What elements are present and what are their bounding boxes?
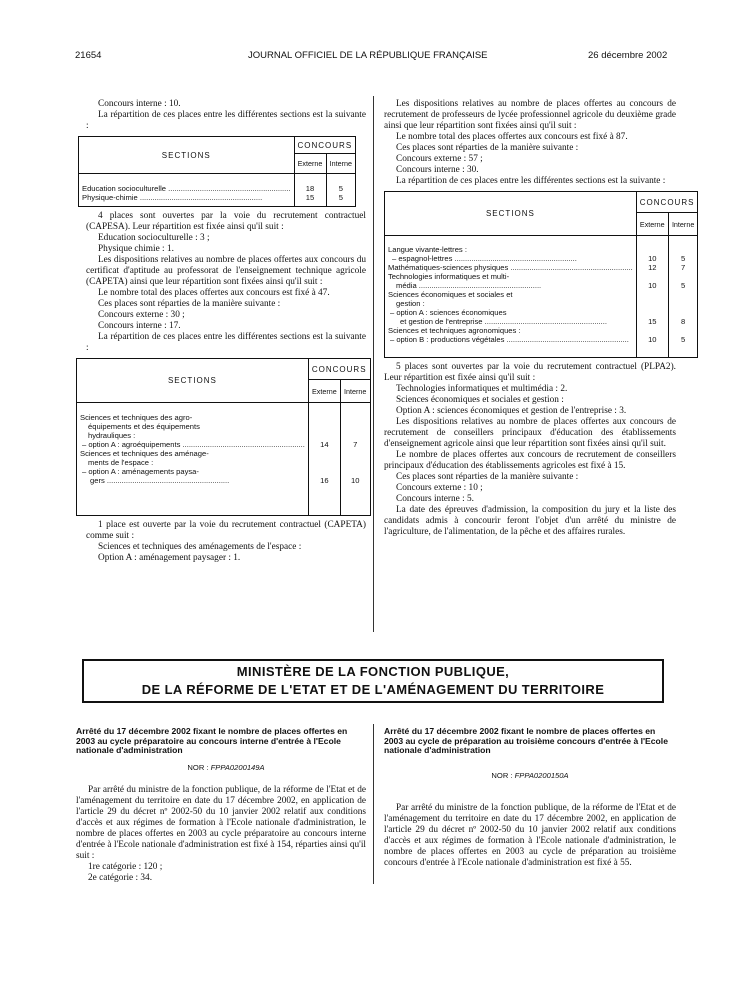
table-header-sections: SECTIONS [79,137,295,174]
table-cell: 5 [681,281,686,290]
header-date: 26 décembre 2002 [588,50,668,61]
paragraph: Sciences et techniques des aménagements de l'espace : [98,542,302,552]
table-row-label: gestion : [396,299,425,308]
table-row-label: gers ..... [80,476,305,485]
table-header-concours: CONCOURS [308,359,370,380]
table-row-label: ments de l'espace : [88,458,154,467]
paragraph: La répartition de ces places entre les différentes sections est la suivante : [86,110,366,131]
arrete-left [76,726,366,884]
paragraph: Education socioculturelle : 3 ; [98,233,210,243]
table-row-label: – option B : productions végétales ..... [388,335,633,344]
paragraph: Par arrêté du ministre de la fonction publique, de la réforme de l'Etat et de l'aménagement du territoire en date du 17 décembre 2002, en application de l'article 29 du décret nº 2002-50 du 10 janvier 2002 relatif aux conditions d'accès et aux régimes de formation à l'Ecole nationale d'administration, le nombre de places offertes en 2003 au cycle préparatoire au concours interne d'entrée à l'Ecole nationale d'administration est fixé à 154, réparties ainsi qu'il suit : [76,784,366,861]
paragraph: Concours externe : 10 ; [396,483,483,493]
paragraph: Ces places sont réparties de la manière suivante : [396,143,579,153]
table-row-label: Langue vivante-lettres : [388,245,467,254]
sections-table-3 [384,191,698,358]
paragraph: Par arrêté du ministre de la fonction publique, de la réforme de l'Etat et de l'aménagement du territoire en date du 17 décembre 2002, en application de l'article 29 du décret nº 2002-50 du 10 janvier 2002 relatif aux conditions d'accès et aux régimes de formation à l'Ecole nationale d'administration, le nombre de places offertes en 2003 au cycle de préparation au troisième concours d'entrée à l'Ecole nationale d'administration est fixé à 55. [384,802,676,868]
paragraph: Ces places sont réparties de la manière suivante : [98,299,281,309]
paragraph: Technologies informatiques et multimédia : 2. [396,384,568,394]
table-cell: 5 [338,193,343,202]
table-header-externe: Externe [308,380,340,403]
paragraph: La répartition de ces places entre les différentes sections est la suivante : [396,176,666,186]
paragraph: Concours externe : 30 ; [98,310,185,320]
sections-table-1 [78,136,356,207]
journal-title: JOURNAL OFFICIEL DE LA RÉPUBLIQUE FRANÇAISE [248,50,488,61]
table-cell: 10 [648,254,657,263]
table-row-label: Sciences et techniques des agro- [80,413,193,422]
table-row-label: Sciences économiques et sociales et [388,290,513,299]
nor-reference [384,770,676,781]
table-header-sections: SECTIONS [385,192,637,236]
arrete-title: Arrêté du 17 décembre 2002 fixant le nombre de places offertes en 2003 au cycle préparatoire au concours interne d'entrée à l'Ecole nationale d'administration [76,726,348,756]
nor-label: NOR : [491,770,513,780]
table-row-label: Physique-chimie ..... [82,193,291,202]
table-cell: 16 [320,476,329,485]
table-row-label: média ..... [388,281,633,290]
paragraph: 2e catégorie : 34. [88,872,153,883]
paragraph: Le nombre total des places offertes aux concours est fixé à 47. [98,288,330,298]
table-cell: 18 [305,184,315,193]
paragraph: Physique chimie : 1. [98,244,174,254]
paragraph: Le nombre total des places offertes aux concours est fixé à 87. [396,132,628,142]
right-column [384,99,695,538]
paragraph: 1re catégorie : 120 ; [88,861,163,872]
table-row-label: – option A : sciences économiques [390,308,507,317]
paragraph: Ces places sont réparties de la manière suivante : [396,472,579,482]
paragraph: Concours interne : 17. [98,321,181,331]
table-cell: 15 [305,193,315,202]
paragraph: Concours interne : 10. [98,99,181,109]
paragraph: Les dispositions relatives au nombre de places offertes aux concours de recrutement de conseillers principaux d'éducation des établissements d'enseignement agricole ainsi que leur répartition sont fixées ainsi qu'il suit. [384,417,676,449]
table-cell: 7 [681,263,686,272]
table-cell: 12 [648,263,657,272]
arrete-right [384,727,676,869]
table-row-label: Sciences et techniques agronomiques : [388,326,521,335]
table-header-externe: Externe [294,154,326,174]
table-row-label: – espagnol-lettres ..... [388,254,633,263]
column-divider [373,724,374,884]
page-number: 21654 [75,50,102,61]
left-column [80,99,367,564]
nor-label: NOR : [187,762,209,772]
table-header-concours: CONCOURS [294,137,356,154]
paragraph: Option A : aménagement paysager : 1. [98,553,241,563]
sections-table-2 [76,358,371,516]
paragraph: Concours interne : 30. [396,165,479,175]
paragraph: La date des épreuves d'admission, la composition du jury et la liste des candidats admis à concourir feront l'objet d'un arrêté du ministre de l'agriculture, de l'alimentation, de la pêche et des affaires rurales. [384,505,676,537]
paragraph: Les dispositions relatives au nombre de places offertes au concours de recrutement de professeurs de lycée professionnel agricole du deuxième grade ainsi que leur répartition sont fixées ainsi qu'il suit : [384,99,676,131]
table-cell: 14 [320,440,329,449]
table-header-interne: Interne [668,213,698,236]
table-header-externe: Externe [636,213,668,236]
paragraph: Sciences économiques et sociales et gestion : [396,395,564,405]
table-cell: 7 [353,440,358,449]
table-header-interne: Interne [326,154,356,174]
nor-code: FPPA0200149A [210,762,265,772]
table-row-label: Sciences et techniques des aménage- [80,449,209,458]
table-cell: 5 [681,335,686,344]
table-row-label: hydrauliques : [88,431,136,440]
table-header-concours: CONCOURS [636,192,698,213]
table-row-label: Education socioculturelle ..... [82,184,291,193]
table-row-label: – option A : agroéquipements ..... [80,440,305,449]
paragraph: 4 places sont ouvertes par la voie du recrutement contractuel (CAPESA). Leur répartition est fixée ainsi qu'il suit : [86,211,366,232]
table-cell: 10 [648,281,657,290]
ministry-line-2: DE LA RÉFORME DE L'ETAT ET DE L'AMÉNAGEMENT DU TERRITOIRE [141,682,605,697]
nor-reference [86,762,366,773]
arrete-title: Arrêté du 17 décembre 2002 fixant le nombre de places offertes en 2003 au cycle de préparation au troisième concours d'entrée à l'Ecole nationale d'administration [384,726,668,756]
nor-code: FPPA0200150A [514,770,569,780]
table-header-interne: Interne [340,380,370,403]
paragraph: Les dispositions relatives au nombre de places offertes aux concours du certificat d'aptitude au professorat de l'enseignement technique agricole (CAPETA) ainsi que leur répartition sont fixées ainsi qu'il suit : [86,255,366,287]
paragraph: 1 place est ouverte par la voie du recrutement contractuel (CAPETA) comme suit : [86,520,366,541]
ministry-line-1: MINISTÈRE DE LA FONCTION PUBLIQUE, [236,664,510,679]
table-row-label: équipements et des équipements [88,422,200,431]
table-row-label: Technologies informatiques et multi- [388,272,510,281]
table-cell: 15 [648,317,657,326]
table-row-label: – option A : aménagements paysa- [82,467,199,476]
table-cell: 8 [681,317,686,326]
column-divider [373,96,374,632]
table-cell: 10 [648,335,657,344]
paragraph: Le nombre de places offertes aux concours de recrutement de conseillers principaux d'éducation des établissements agricoles est fixé à 15. [384,450,676,471]
table-row-label: et gestion de l'entreprise ..... [388,317,633,326]
table-header-sections: SECTIONS [77,359,309,403]
table-cell: 5 [338,184,343,193]
paragraph: Option A : sciences économiques et gestion de l'entreprise : 3. [396,406,627,416]
paragraph: Concours interne : 5. [396,494,474,504]
paragraph: Concours externe : 57 ; [396,154,483,164]
paragraph: 5 places sont ouvertes par la voie du recrutement contractuel (PLPA2). Leur répartition est fixée ainsi qu'il suit : [384,362,676,383]
table-cell: 5 [681,254,686,263]
paragraph: La répartition de ces places entre les différentes sections est la suivante : [86,332,366,353]
table-row-label: Mathématiques-sciences physiques ..... [388,263,633,272]
ministry-banner [82,659,664,703]
table-cell: 10 [350,476,360,485]
